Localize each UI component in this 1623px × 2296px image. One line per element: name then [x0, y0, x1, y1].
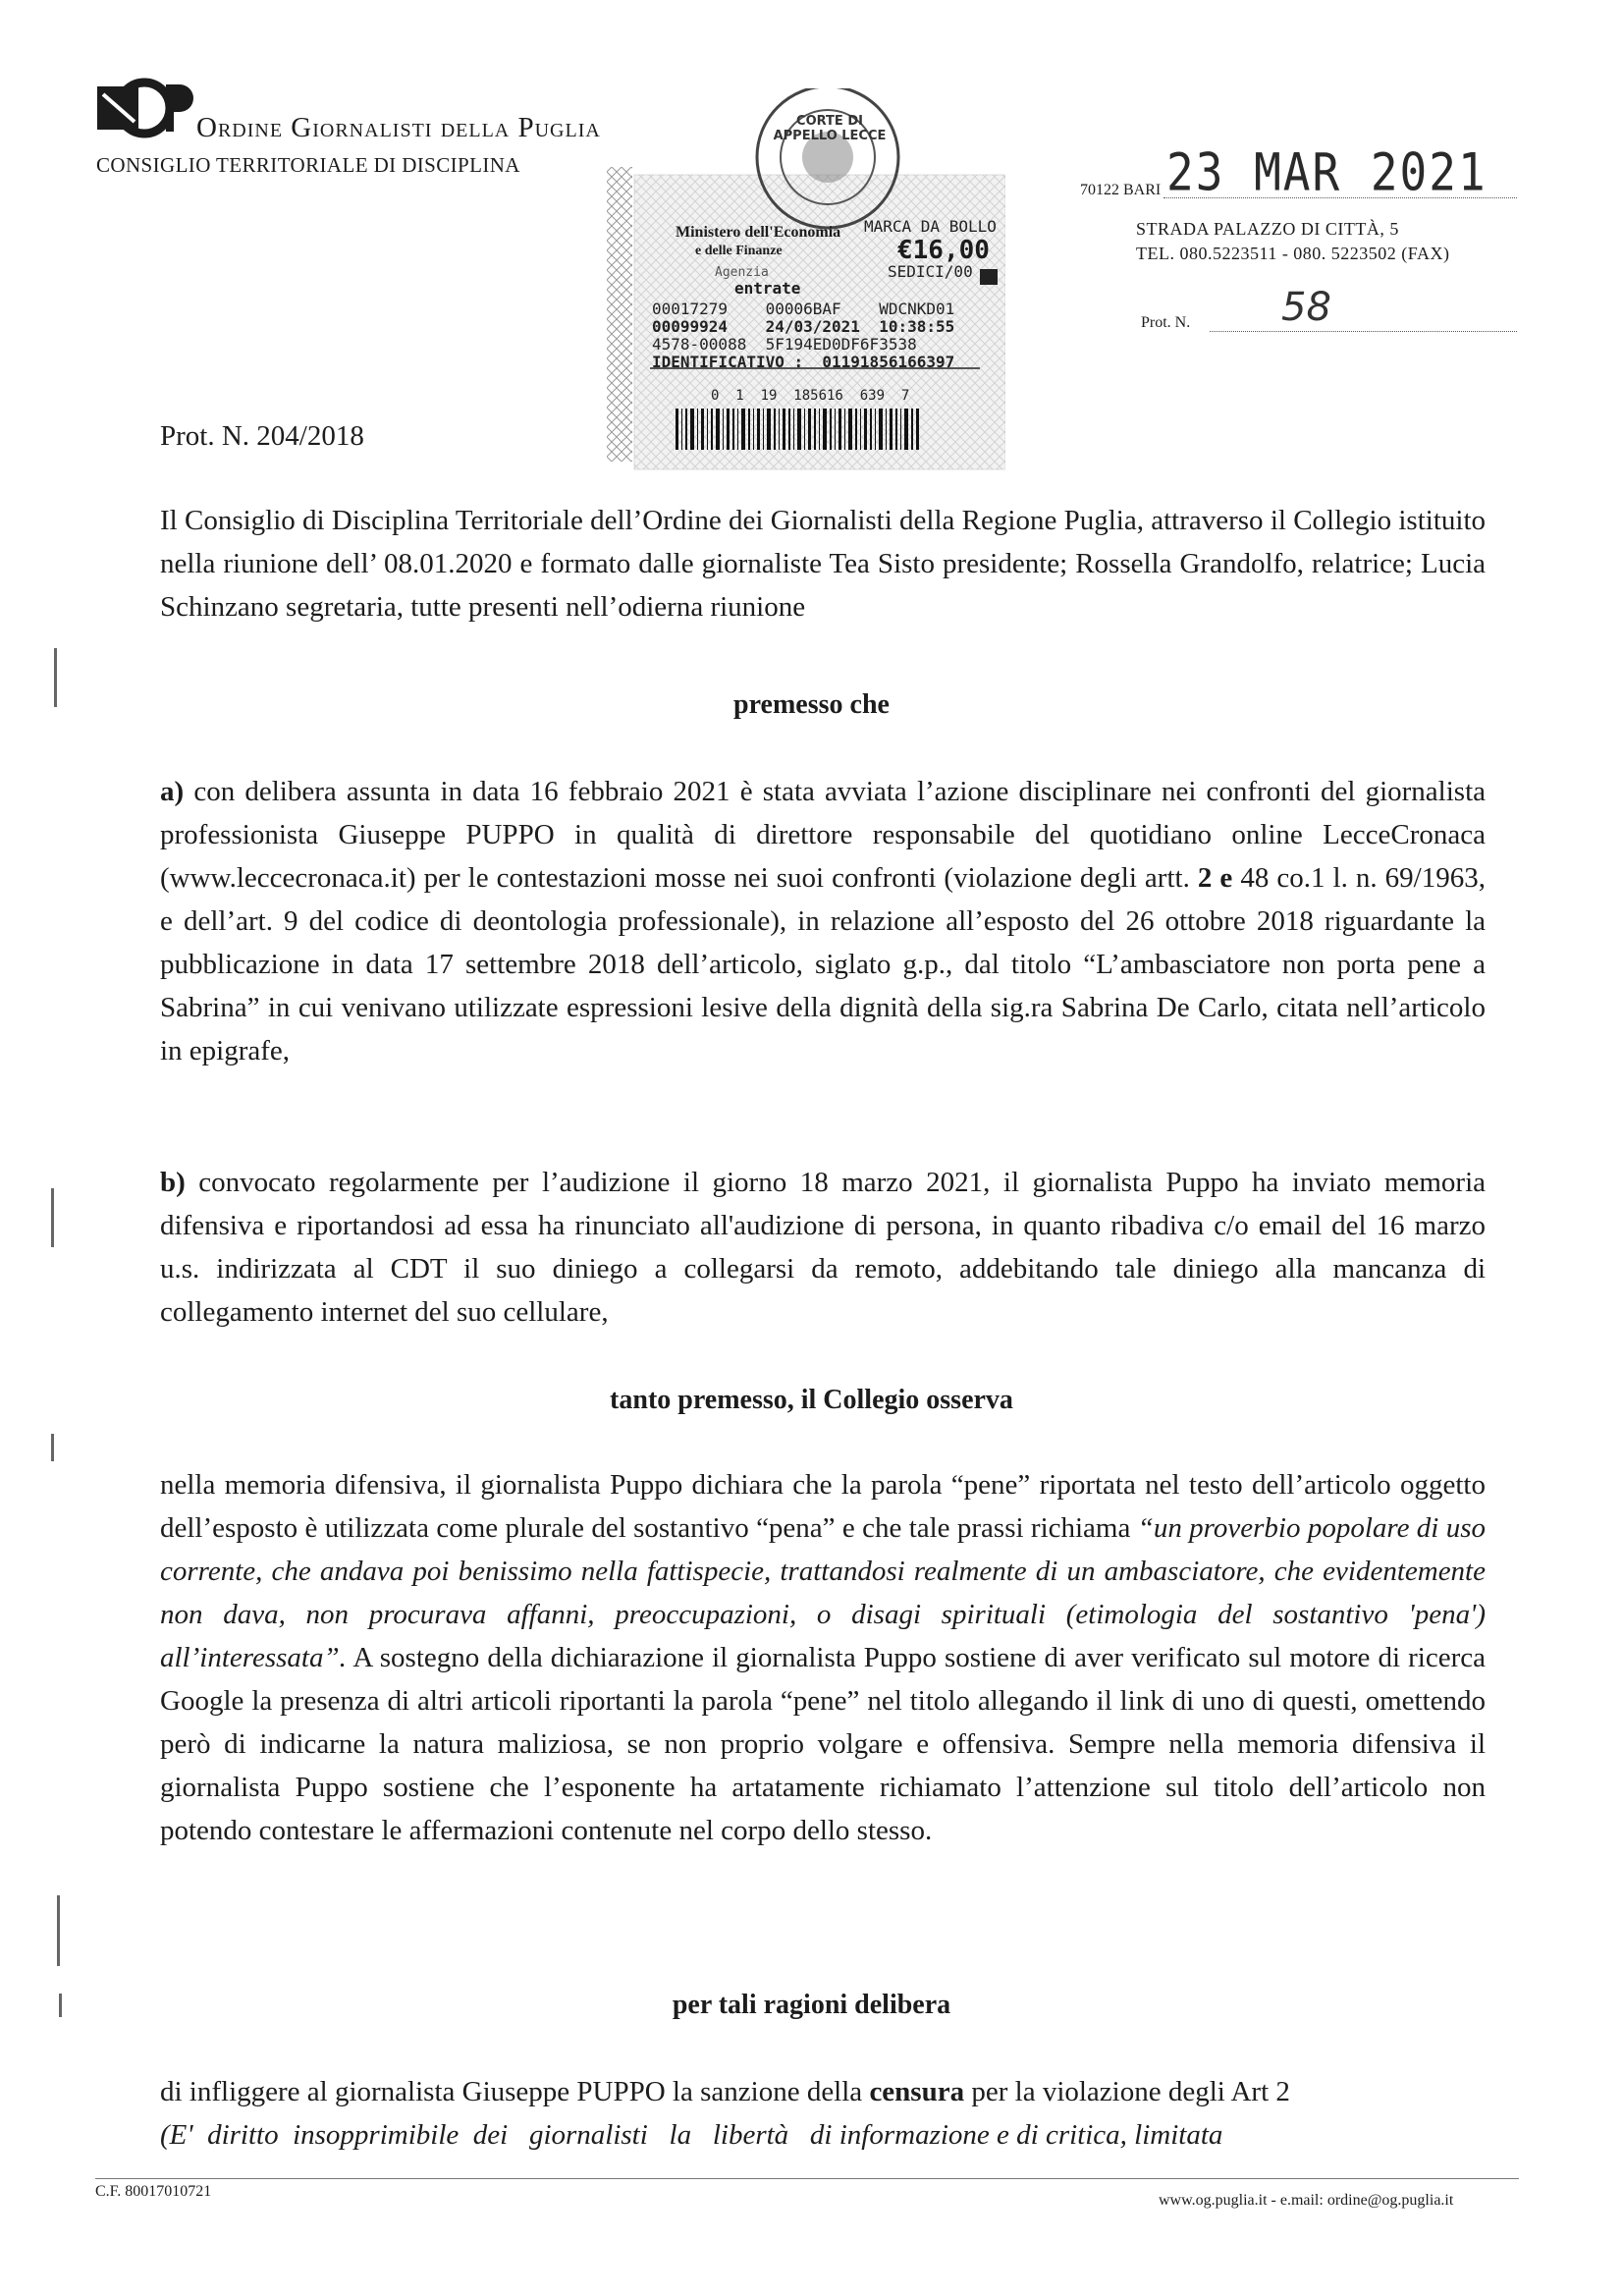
footer-contacts: www.og.puglia.it - e.mail: ordine@og.puglia.it	[1159, 2192, 1454, 2209]
point-a-text2: 48 co.1 l. n. 69/1963, e dell’art. 9 del codice di deontologia professionale), in relazione all’esposto del 26 ottobre 2018 riguardante la pubblicazione in data 17 settembre 2018 dell’articolo, siglato g.p., dal titolo “L’ambasciatore non porta pene a Sabrina” in cui venivano utilizzate espressioni lesive della dignità della sig.ra Sabrina De Carlo, citata nell’articolo in epigrafe,	[160, 862, 1486, 1066]
org-logo	[95, 75, 193, 153]
stamp-code-row2: 00099924 24/03/2021 10:38:55	[652, 317, 955, 336]
cap-city: 70122 BARI	[1080, 182, 1162, 198]
ministry-line2: e delle Finanze	[695, 244, 783, 258]
final-bold-censura: censura	[869, 2076, 965, 2107]
barcode-digits: 0 1 19 185616 639 7	[711, 388, 910, 404]
paragraph-a	[160, 770, 1486, 1072]
entrate-label: entrate	[734, 279, 801, 298]
heading-tanto-premesso: tanto premesso, il Collegio osserva	[610, 1385, 1013, 1415]
observe-quote: “un proverbio popolare di uso corrente, che andava poi benissimo nella fattispecie, trattandosi realmente di un ambasciatore, che evidentemente non dava, non procurava affanni, preoccupazioni, o disagi spirituali (etimologia del sostantivo 'pena') all’interessata”.	[160, 1512, 1486, 1673]
footer-divider	[95, 2178, 1519, 2179]
date-stamp: 23 MAR 2021	[1166, 140, 1488, 203]
point-b-text: convocato regolarmente per l’audizione il giorno 18 marzo 2021, il giornalista Puppo ha inviato memoria difensiva e riportandosi ad essa ha rinunciato all'audizione di persona, in quanto ribadiva c/o email del 16 marzo u.s. indirizzata al CDT il suo diniego a collegarsi da remoto, addebitando tale diniego alla mancanza di collegamento internet del suo cellulare,	[160, 1167, 1486, 1328]
protocol-number: Prot. N. 204/2018	[160, 420, 364, 452]
barcode	[676, 409, 921, 450]
prot-dotted-line	[1210, 331, 1517, 332]
address: STRADA PALAZZO DI CITTÀ, 5	[1136, 219, 1399, 239]
stamp-code-row3: 4578-00088 5F194ED0DF6F3538	[652, 335, 917, 354]
stamp-amount: €16,00	[897, 236, 990, 265]
scan-mark	[54, 648, 57, 707]
telephone: TEL. 080.5223511 - 080. 5223502 (FAX)	[1136, 244, 1450, 263]
org-subtitle: CONSIGLIO TERRITORIALE DI DISCIPLINA	[96, 153, 520, 177]
scan-mark	[57, 1895, 60, 1966]
observe-paragraph	[160, 1463, 1486, 1852]
scan-mark	[51, 1188, 54, 1247]
observe-text2: A sostegno della dichiarazione il giornalista Puppo sostiene di aver verificato sul motore di ricerca Google la presenza di altri articoli riportanti la parola “pene” nel titolo allegando il link di uno di questi, omettendo però di indicarne la natura maliziosa, se non proprio volgare e offensiva. Sempre nella memoria difensiva il giornalista Puppo sostiene che l’esponente ha artatamente richiamato l’attenzione sul titolo dell’articolo non potendo contestare le affermazioni contenute nel corpo dello stesso.	[160, 1642, 1486, 1846]
date-dotted-line	[1163, 197, 1517, 198]
scan-mark	[51, 1434, 54, 1461]
revenue-stamp	[607, 88, 1005, 479]
point-a-label: a)	[160, 776, 185, 807]
point-a-bold-2: 2	[1197, 862, 1213, 894]
final-text1: di infliggere al giornalista Giuseppe PUPPO la sanzione della	[160, 2076, 870, 2107]
heading-premesso: premesso che	[733, 689, 890, 720]
observe-text1: nella memoria difensiva, il giornalista Puppo dichiara che la parola “pene” riportata nel testo dell’articolo oggetto dell’esposto è utilizzata come plurale del sostantivo “pena” e che tale prassi richiama	[160, 1469, 1486, 1544]
point-a-bold-e: e	[1219, 862, 1233, 894]
stamp-code-row1: 00017279 00006BAF WDCNKD01	[652, 300, 955, 318]
final-paragraph	[160, 2070, 1486, 2157]
marca-label: MARCA DA BOLLO	[864, 217, 997, 236]
final-text2: per la violazione degli Art 2	[964, 2076, 1290, 2107]
prot-label-right: Prot. N.	[1141, 314, 1191, 331]
amount-words: SEDICI/00	[888, 262, 973, 281]
seal-text: CORTE DI APPELLO LECCE	[773, 114, 887, 143]
ministry-line1: Ministero dell'Economia	[676, 224, 841, 241]
point-b-label: b)	[160, 1167, 186, 1198]
intro-paragraph: Il Consiglio di Disciplina Territoriale dell’Ordine dei Giornalisti della Regione Puglia, attraverso il Collegio istituito nella riunione dell’ 08.01.2020 e formato dalle giornaliste Tea Sisto presidente; Rossella Grandolfo, relatrice; Lucia Schinzano segretaria, tutte presenti nell’odierna riunione	[160, 505, 1486, 623]
heading-delibera: per tali ragioni delibera	[672, 1990, 951, 2020]
stamp-identificativo: IDENTIFICATIVO : 01191856166397	[652, 353, 955, 371]
fiscal-code: C.F. 80017010721	[95, 2183, 212, 2200]
org-name: Ordine Giornalisti della Puglia	[196, 112, 601, 143]
scan-mark	[59, 1994, 62, 2017]
paragraph-b	[160, 1161, 1486, 1334]
agenzia-label: Agenzia	[715, 265, 769, 280]
point-a-text1: con delibera assunta in data 16 febbraio 2021 è stata avviata l’azione disciplinare nei confronti del giornalista professionista Giuseppe PUPPO in qualità di direttore responsabile del quotidiano online LecceCronaca (www.leccecronaca.it) per le contestazioni mosse nei suoi confronti (violazione degli artt.	[160, 776, 1486, 894]
prot-handwritten-number: 58	[1281, 285, 1331, 330]
final-italic: (E' diritto insopprimibile dei giornalisti la libertà di informazione e di critica, limitata	[160, 2119, 1223, 2151]
